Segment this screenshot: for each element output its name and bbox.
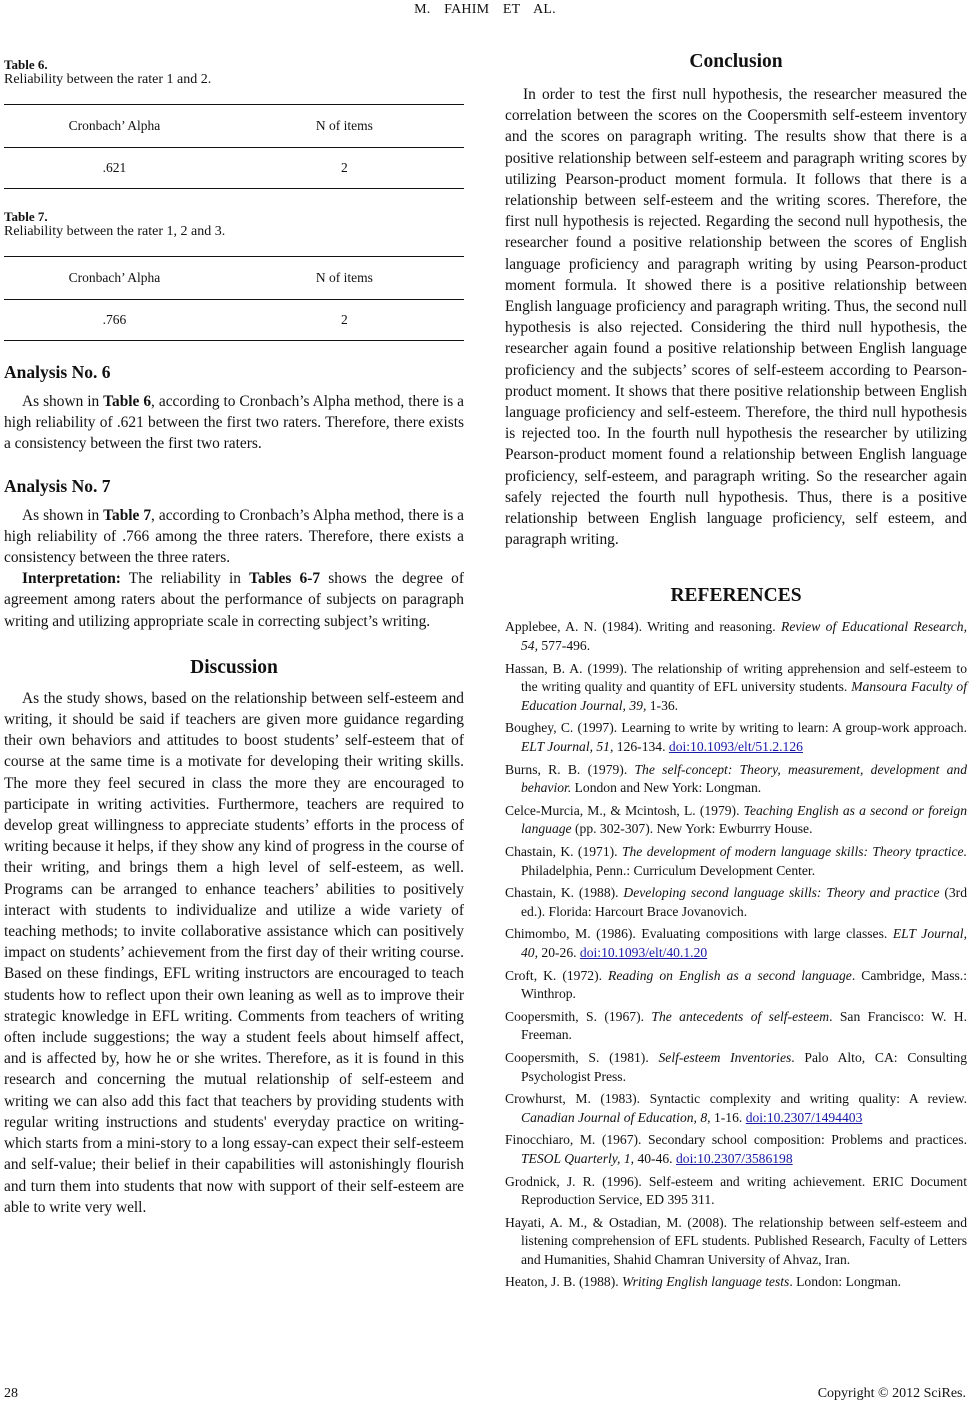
reference-item xyxy=(505,660,967,716)
reference-text: Chastain, K. (1971). xyxy=(505,844,622,859)
discussion-heading: Discussion xyxy=(190,656,278,678)
reference-item xyxy=(505,1273,967,1292)
reference-item xyxy=(505,1173,967,1210)
text-span: shows the degree of agreement among raters about the performance of subjects on paragraph writing and utilizing appropriate scale in correcting subject’s writing. xyxy=(4,570,464,630)
reference-source-title: Self-esteem Inventories xyxy=(658,1049,792,1065)
interpretation-paragraph xyxy=(4,568,464,632)
reference-text: Chimombo, M. (1986). Evaluating compositions with large classes. xyxy=(505,926,893,942)
table7-header-cell: Cronbach’ Alpha xyxy=(4,257,225,300)
reference-text: 1-16. xyxy=(710,1109,746,1125)
table7-title: Table 7. xyxy=(4,209,48,224)
table6-header-cell: Cronbach’ Alpha xyxy=(4,105,225,148)
reference-item xyxy=(505,719,967,756)
table-reference: Tables 6-7 xyxy=(249,570,321,588)
reference-text: Philadelphia, Penn.: Curriculum Development Center. xyxy=(521,862,816,878)
reference-text: 40-46. xyxy=(634,1150,676,1166)
reference-source-title: Writing English language tests xyxy=(622,1274,790,1290)
interpretation-label: Interpretation: xyxy=(22,570,121,588)
table7-cell: 2 xyxy=(225,300,464,341)
table6-cell: .621 xyxy=(4,148,225,189)
analysis6-heading: Analysis No. 6 xyxy=(4,362,111,382)
reference-text: Hayati, A. M., & Ostadian, M. (2008). The relationship between self-esteem and listening comprehension of EFL students. Published Research, Faculty of Letters and Humanities, Shahid Chamran University of Ahvaz, Iran. xyxy=(505,1214,967,1267)
reference-item xyxy=(505,1214,967,1270)
references-heading: REFERENCES xyxy=(670,585,802,607)
reference-item xyxy=(505,1049,967,1086)
reference-item xyxy=(505,967,967,1004)
doi-link[interactable]: doi:10.1093/elt/40.1.20 xyxy=(579,944,708,960)
reference-text: Croft, K. (1972). xyxy=(505,967,609,983)
reference-text: Hassan, B. A. (1999). The relationship of writing apprehension and self-esteem to the writing quality and quantity of EFL university students. xyxy=(505,660,967,695)
reference-text: . Cambridge, Mass.: Winthrop. xyxy=(521,967,967,1002)
table-row xyxy=(4,148,464,189)
reference-source-title: Developing second language skills: Theory and practice xyxy=(623,885,940,901)
reference-item xyxy=(505,761,967,798)
reference-text: Coopersmith, S. (1981). xyxy=(505,1049,659,1065)
reference-text: Crowhurst, M. (1983). Syntactic complexity and writing quality: A review. xyxy=(505,1091,967,1107)
reference-text: Boughey, C. (1997). Learning to write by writing to learn: A group-work approach. xyxy=(505,720,967,736)
reference-source-title: Reading on English as a second language xyxy=(608,967,852,983)
text-span: As shown in xyxy=(22,393,104,410)
reference-source-title: The self-concept: Theory, measurement, development and behavior. xyxy=(521,761,968,796)
reference-text: Heaton, J. B. (1988). xyxy=(505,1274,623,1290)
reference-item xyxy=(505,1131,967,1168)
table6 xyxy=(4,104,464,189)
table7-caption-text: Reliability between the rater 1, 2 and 3. xyxy=(4,224,226,239)
page-number: 28 xyxy=(4,1386,18,1401)
table6-caption-text: Reliability between the rater 1 and 2. xyxy=(4,72,212,87)
reference-text: Chastain, K. (1988). xyxy=(505,885,624,901)
text-span: , according to Cronbach’s Alpha method, there is a high reliability of .766 among the three raters. Therefore, there exists a consistency between the three raters. xyxy=(4,506,464,567)
reference-item xyxy=(505,843,967,880)
table-reference: Table 7 xyxy=(103,506,152,524)
reference-item xyxy=(505,802,967,839)
reference-text: 577-496. xyxy=(538,638,591,654)
copyright-notice: Copyright © 2012 SciRes. xyxy=(817,1386,966,1401)
reference-source-title: ELT Journal, 40, xyxy=(521,926,967,960)
table7-cell: .766 xyxy=(4,300,225,341)
reference-text: Celce-Murcia, M., & Mcintosh, L. (1979). xyxy=(505,802,744,818)
reference-source-title: Review of Educational Research, 54, xyxy=(521,619,967,654)
references-list xyxy=(505,618,967,1292)
right-column xyxy=(505,40,967,1296)
reference-text: London and New York: Longman. xyxy=(571,780,762,796)
reference-text: . London: Longman. xyxy=(789,1274,902,1290)
table7-header-cell: N of items xyxy=(225,257,464,300)
table6-cell: 2 xyxy=(225,148,464,189)
reference-item xyxy=(505,1008,967,1045)
table6-header-cell: N of items xyxy=(225,105,464,148)
table7 xyxy=(4,256,464,341)
reference-text: Burns, R. B. (1979). xyxy=(505,761,635,777)
conclusion-heading: Conclusion xyxy=(689,51,783,72)
reference-item xyxy=(505,1090,967,1127)
table6-caption xyxy=(4,57,464,88)
conclusion-paragraph: In order to test the first null hypothesis, the researcher measured the correlation between the scores on the Coopersmith self-esteem inventory and the scores on paragraph writing. The results show that there is a positive relationship between self-esteem and paragraph writing scores by utilizing Pearson-product moment formula. It follows that there is a relationship between self-esteem and the writing scores. Therefore, the first null hypothesis is rejected. Regarding the second null hypothesis, the researcher found a positive relationship between the scores of English language proficiency and paragraph writing by using Pearson-product moment formula. It showed there is a positive relationship between English language proficiency and paragraph writing. Thus, the second null hypothesis is also rejected. Considering the third null hypothesis, the researcher again found a positive relationship between English language proficiency and the subjects’ scores of self-esteem according to Pearson-product moment. It shows that there positive relationship between English language proficiency and self-esteem. Therefore, the third null hypothesis is rejected too. In the fourth null hypothesis the researcher by utilizing Pearson-product moment found a relationship between English language proficiency, self-esteem, and paragraph writing. So the researcher again safely rejected the fourth null hypothesis. Thus, there is a positive relationship between English language proficiency, self esteem, and paragraph writing. xyxy=(505,86,967,549)
reference-source-title: Teaching English as a second or foreign language xyxy=(521,802,967,837)
reference-source-title: Canadian Journal of Education, 8, xyxy=(521,1109,711,1125)
analysis7-paragraph xyxy=(4,505,464,569)
table7-header-row xyxy=(4,257,464,300)
table-reference: Table 6 xyxy=(103,393,152,410)
reference-text: . San Francisco: W. H. Freeman. xyxy=(521,1008,967,1043)
doi-link[interactable]: doi:10.2307/1494403 xyxy=(745,1109,863,1125)
reference-text: . Palo Alto, CA: Consulting Psychologist Press. xyxy=(521,1049,967,1084)
reference-text: 20-26. xyxy=(538,944,580,960)
reference-text: Applebee, A. N. (1984). Writing and reasoning. xyxy=(505,619,782,635)
reference-item xyxy=(505,925,967,962)
analysis6-paragraph xyxy=(4,391,464,455)
reference-text: Coopersmith, S. (1967). xyxy=(505,1008,652,1024)
reference-text: Finocchiaro, M. (1967). Secondary school composition: Problems and practices. xyxy=(505,1132,967,1148)
reference-text: (3rd ed.). Florida: Harcourt Brace Jovanovich. xyxy=(521,885,967,919)
reference-source-title: The antecedents of self-esteem xyxy=(651,1008,830,1024)
reference-text: (pp. 302-307). New York: Ewburrry House. xyxy=(571,821,813,837)
doi-link[interactable]: doi:10.1093/elt/51.2.126 xyxy=(668,739,803,755)
reference-item xyxy=(505,884,967,921)
reference-source-title: ELT Journal, 51, xyxy=(521,739,614,755)
discussion-paragraph: As the study shows, based on the relationship between self-esteem and writing, it should be said if teachers are given more guidance regarding their own behaviors and attitudes to boost students’ self-esteem that of course at the same time is a motivate for developing their writing skills. The more they feel secured in class the more they are encouraged to participate in writing activities. Furthermore, teachers are required to develop great willingness to appreciate students’ efforts in the process of writing because it helps, if they show any kind of progress in the course of their writing, and brings them a high level of self-esteem, as well. Programs can be arranged to enhance teachers’ abilities to positively interact with students to individualize and utilize a wide variety of teaching methods; to invite collaborative assistance which can positively impact on students’ achievement from the first day of their writing course. Based on these findings, EFL writing instructors are encouraged to teach students how to reflect upon their own leaning as well as to improve their strategic knowledge in EFL writing. Comments from teachers of writing often include suggestions; the way a student feels about himself affect, and is affected by, how he or she writes. Therefore, as it is found in this research and concerning the mutual relationship of self-esteem and writing we can also add this fact that teachers by providing students with regular writing instructions and students' everyday practice on writing-which starts from a mini-story to a long essay-can expect their self-esteem and self-value; their belief in their capabilities will astonishingly flourish and turn them into students that now with support of their self-esteem are able to write very well. xyxy=(4,689,464,1216)
reference-source-title: The development of modern language skills: Theory tpractice. xyxy=(621,844,967,859)
doi-link[interactable]: doi:10.2307/3586198 xyxy=(675,1150,793,1166)
reference-item xyxy=(505,618,967,655)
left-column xyxy=(4,40,464,1218)
text-span: The reliability in xyxy=(120,570,250,588)
text-span: As shown in xyxy=(22,506,104,524)
table6-header-row xyxy=(4,105,464,148)
table7-caption xyxy=(4,209,464,240)
table-row xyxy=(4,300,464,341)
reference-source-title: Mansoura Faculty of Education Journal, 39, xyxy=(521,679,967,713)
reference-text: 126-134. xyxy=(613,739,669,755)
reference-source-title: TESOL Quarterly, 1, xyxy=(521,1150,635,1166)
text-span: , according to Cronbach’s Alpha method, there is a high reliability of .621 between the first two raters. Therefore, there exists a consistency between the first two raters. xyxy=(4,393,464,453)
table6-title: Table 6. xyxy=(4,57,48,72)
analysis7-heading: Analysis No. 7 xyxy=(4,475,111,496)
reference-text: 1-36. xyxy=(646,697,679,713)
reference-text: Grodnick, J. R. (1996). Self-esteem and writing achievement. ERIC Document Reproduction Service, ED 395 311. xyxy=(505,1173,967,1208)
running-head: M. FAHIM ET AL. xyxy=(414,2,556,17)
